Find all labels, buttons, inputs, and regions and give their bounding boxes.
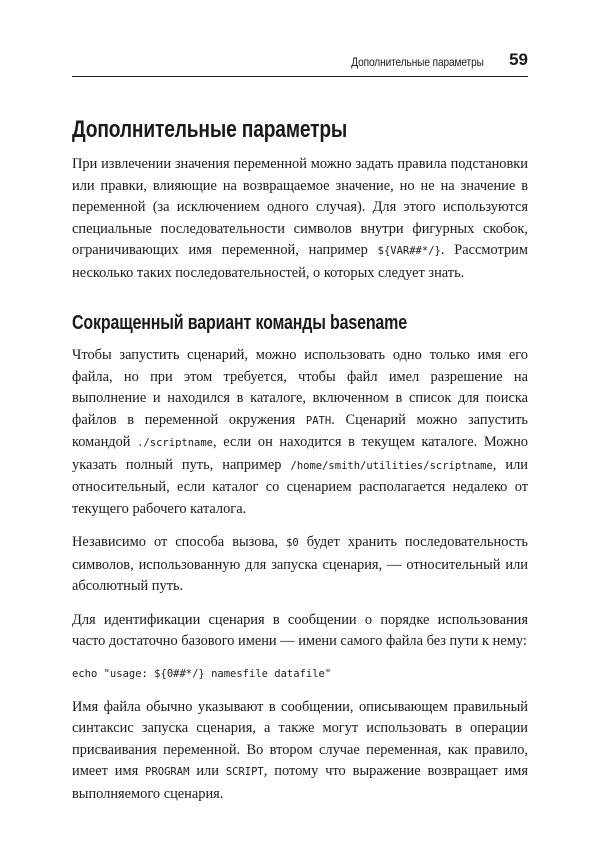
text-run: . Рассмотрим несколько таких последовательностей, о которых следует знать. xyxy=(72,242,528,281)
inline-code: ./scriptname xyxy=(137,437,213,449)
subsection-title: Сокращенный вариант команды basename xyxy=(72,312,407,334)
page-body xyxy=(72,112,528,805)
paragraph-program-name xyxy=(72,697,528,806)
text-run: Независимо от способа вызова, xyxy=(72,534,287,550)
text-run: При извлечении значения переменной можно задать правила подстановки или правки, влияющие на возвращаемое значение, но не на значение в переменной (за исключением одного случая). Для этого используются специальные последовательности символов внутри фигурных скобок, ограничивающих имя переменной, например xyxy=(72,156,528,258)
text-run: , потому что выражение возвращает имя выполняемого сценария. xyxy=(72,763,529,802)
page-header xyxy=(72,46,528,77)
text-run: , если он находится в текущем каталоге. Можно указать полный путь, например xyxy=(72,434,528,473)
text-run: , или относительный, если каталог со сценарием располагается недалеко от текущего рабочего каталога. xyxy=(72,456,529,517)
section-title: Дополнительные параметры xyxy=(72,116,348,143)
inline-code: /home/smith/utilities/scriptname xyxy=(290,459,493,472)
inline-code: $0 xyxy=(286,537,299,549)
running-title: Дополнительные параметры xyxy=(351,55,484,69)
paragraph-basename xyxy=(72,610,528,653)
text-run: или xyxy=(189,763,226,779)
inline-code: SCRIPT xyxy=(225,766,264,778)
inline-code: PROGRAM xyxy=(145,766,190,778)
intro-paragraph xyxy=(72,154,528,284)
code-example: echo "usage: ${0##*/} namesfile datafile" xyxy=(72,667,332,680)
inline-code: ${VAR##*/} xyxy=(377,245,441,257)
page-number: 59 xyxy=(509,50,528,69)
text-run: . Сценарий можно запустить командой xyxy=(72,411,528,450)
text-run: будет хранить последовательность символов, использованную для запуска сценария, — относительный или абсолютный путь. xyxy=(72,534,528,594)
paragraph-dollar-zero xyxy=(72,532,528,598)
text-run: Имя файла обычно указывают в сообщении, описывающем правильный синтаксис запуска сценария, а также могут использовать в операции присваивания переменной. Во втором случае переменная, как правило, имеет имя xyxy=(72,698,528,779)
paragraph-run-script xyxy=(72,345,528,520)
text-run: Для идентификации сценария в сообщении о порядке использования часто достаточно базового имени — имени самого файла без пути к нему: xyxy=(72,611,528,649)
inline-code: PATH xyxy=(305,414,332,427)
text-run: Чтобы запустить сценарий, можно использовать одно только имя его файла, но при этом требуется, чтобы файл имел разрешение на выполнение и находился в каталоге, включенном в список для поиска файлов в переменной окружения xyxy=(72,347,528,428)
